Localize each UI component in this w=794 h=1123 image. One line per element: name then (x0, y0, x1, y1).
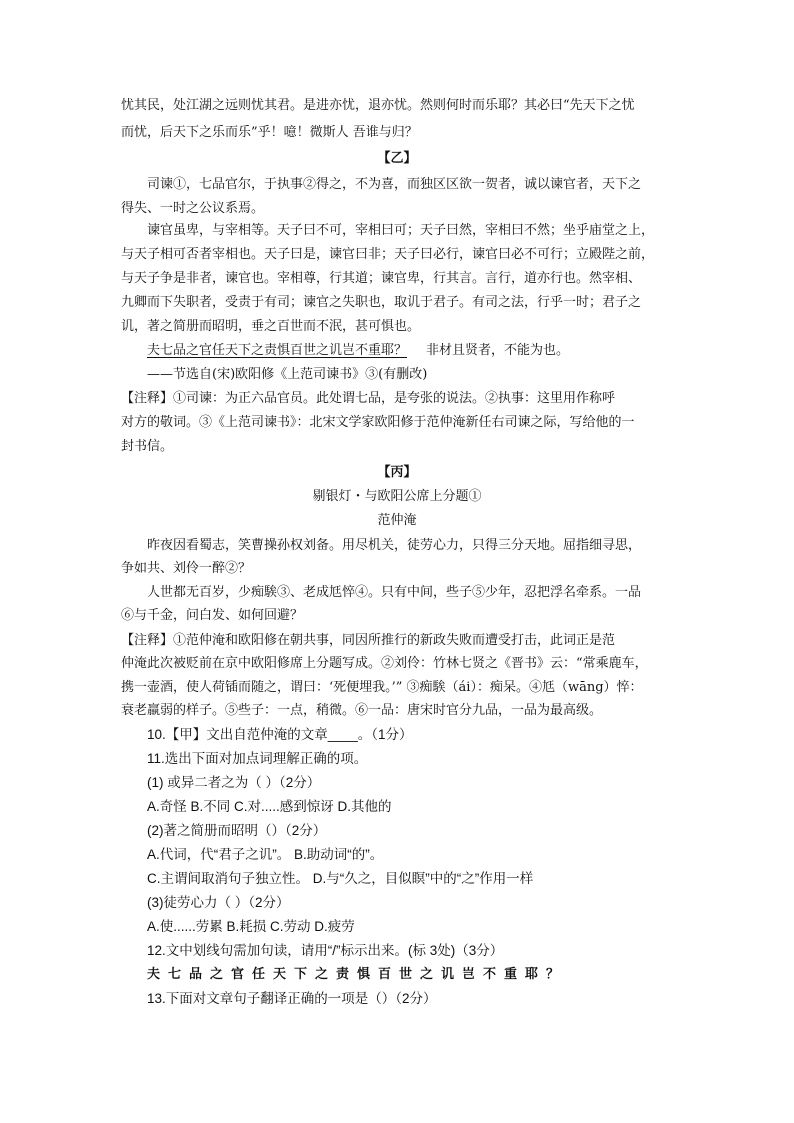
section-heading-bing: 【丙】 (377, 465, 417, 480)
document-page: 忧其民，处江湖之远则忧其君。是进亦忧，退亦忧。然则何时而乐耶？其必曰“先天下之忧 而忧，后天下之乐而乐”乎！噫！微斯人 吾谁与归？ 【乙】 司谏①，七品官尔，于执事②得之，不为喜，而独区区欲一贺者，诚以谏官者，天下之 得失、一时之公议系焉。 谏官虽卑，与宰相等。天子曰不可，宰相曰可；天子曰然，宰相曰不然；坐乎庙堂之上， 与天子相可否者宰相也。天子曰是，谏官曰非；天子曰必行，谏官曰必不可行；立殿陛之前， 与天子争是非者，谏官也。宰相尊，行其道；谏官卑，行其言。言行，道亦行也。然宰相、 九卿而下失职者，受责于有司；谏官之失职也，取讥于君子。有司之法，行乎一时；君子之 讥，著之简册而昭明，垂之百世而不泯，甚可惧也。 夫七品之官任天下之责惧百世之讥岂不重耶？ 非材且贤者，不能为也。 ——节选自(宋)欧阳修《上范司谏书》③(有删改) 【注释】①司谏：为正六品官员。此处谓七品，是夸张的说法。②执事：这里用作称呼 对方的敬词。③《上范司谏书》：北宋文学家欧阳修于范仲淹新任右司谏之际，写给他的一 封书信。 【丙】 剔银灯・与欧阳公席上分题① 范仲淹 昨夜因看蜀志，笑曹操孙权刘备。用尽机关，徒劳心力，只得三分天地。屈指细寻思， 争如共、刘伶一醉②？ 人世都无百岁，少痴騃③、老成尪悴④。只有中间，些子⑤少年，忍把浮名牵系。一品 ⑥与千金，问白发、如何回避？ 【注释】①范仲淹和欧阳修在朝共事，同因所推行的新政失败而遭受打击，此词正是范 仲淹此次被贬前在京中欧阳修席上分题写成。②刘伶：竹林七贤之《晋书》云：“常乘鹿车， 携一壶酒，使人荷锸而随之，谓曰：‘死便埋我。’” ③痴騃（ái）：痴呆。④尪（wāng）悴： 衰老羸弱的样子。⑤些子：一点，稍微。⑥一品：唐宋时官分九品，一品为最高级。 10.【甲】文出自范仲淹的文章____。（1分） 11.选出下面对加点词理解正确的项。 (1) 或异二者之为（ ）（2分） A.奇怪 B.不同 C.对.....感到惊讶 D.其他的 (2)著之简册而昭明（）（2分） A.代词，代“君子之讥”。 B.助动词“的”。 C.主谓间取消句子独立性。 D.与“久之，目似瞑”中的“之”作用一样 (3)徒劳心力（ ）（2分） A.使......劳累 B.耗损 C.劳动 D.疲劳 12.文中划线句需加句读，请用“/”标示出来。(标 3处)（3分） 夫七品之官任天下之责惧百世之讥岂不重耶？ 13.下面对文章句子翻译正确的一项是（）（2分） (0, 0, 794, 1123)
underlined-sentence: 夫七品之官任天下之责惧百世之讥岂不重耶？ (147, 343, 408, 358)
poem-author: 范仲淹 (377, 513, 417, 528)
poem-title: 剔银灯・与欧阳公席上分题① (312, 489, 482, 504)
section-heading-yi: 【乙】 (377, 151, 417, 166)
